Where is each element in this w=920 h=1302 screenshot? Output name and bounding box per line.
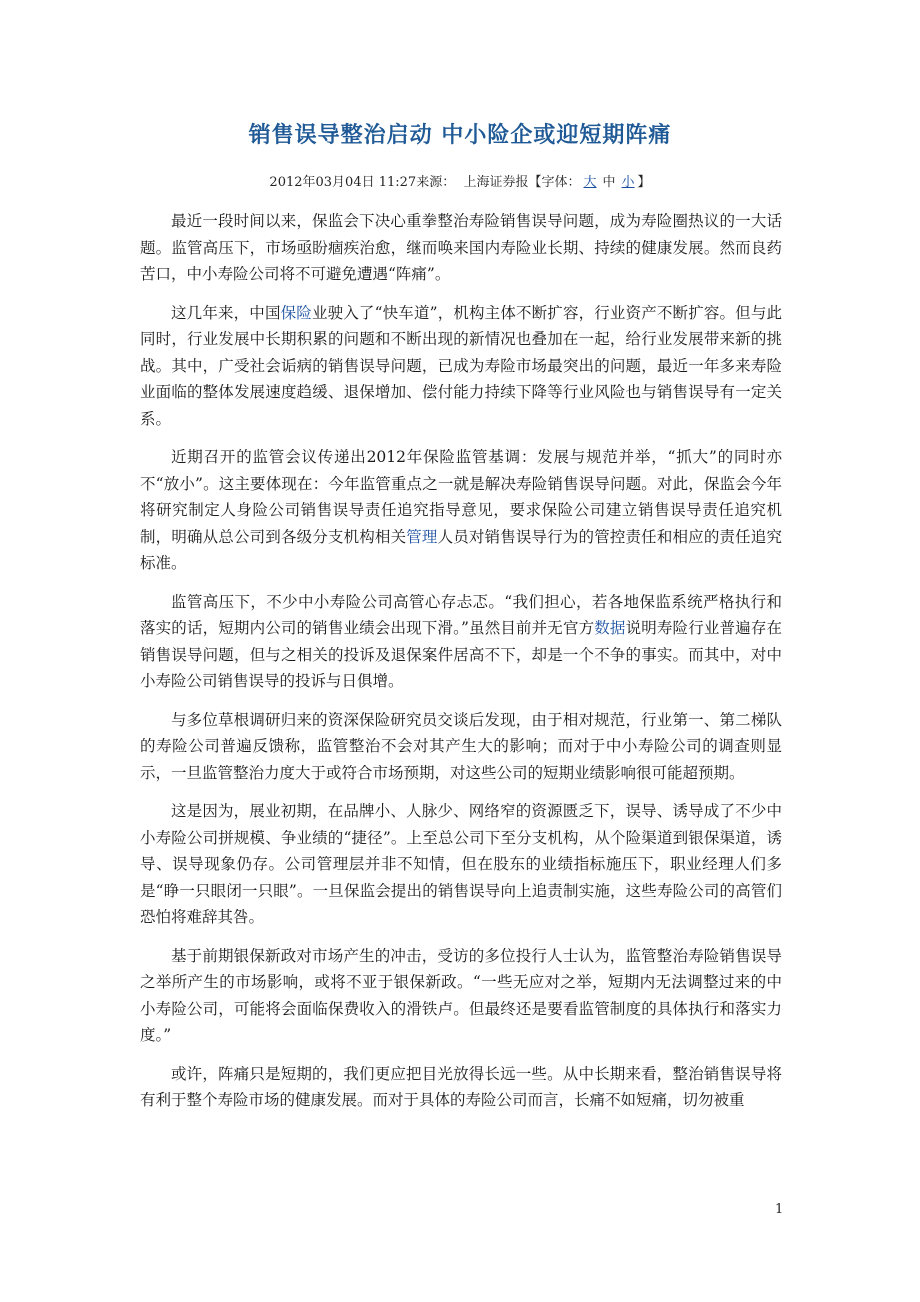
paragraph-5: 与多位草根调研归来的资深保险研究员交谈后发现，由于相对规范，行业第一、第二梯队的寿险公司普遍反馈称，监管整治不会对其产生大的影响；而对于中小寿险公司的调查则显示，一旦监管整治力度大于或符合市场预期，对这些公司的短期业绩影响很可能超预期。: [140, 710, 782, 782]
publish-date: 2012年03月04日 11:27: [269, 175, 417, 190]
article-title: 销售误导整治启动 中小险企或迎短期阵痛: [248, 123, 672, 148]
font-size-small-link[interactable]: 小: [621, 175, 635, 190]
paragraph-7: 基于前期银保新政对市场产生的冲击，受访的多位投行人士认为，监管整治寿险销售误导之举所产生的市场影响，或将不亚于银保新政。“一些无应对之举，短期内无法调整过来的中小寿险公司，可能将会面临保费收入的滑铁卢。但最终还是要看监管制度的具体执行和落实力度。”: [140, 946, 782, 1044]
source-name: 上海证券报: [463, 175, 529, 190]
font-size-suffix: 】: [637, 175, 651, 190]
paragraph-3: [140, 444, 782, 577]
paragraph-4-text-end: 说明寿险行业普遍存在销售误导问题，但与之相关的投诉及退保案件居高不下，却是一个不争的事实。而其中，对中小寿险公司销售误导的投诉与日俱增。: [140, 619, 782, 690]
article-meta: [0, 171, 920, 190]
article-body: [140, 208, 782, 1126]
paragraph-1: 最近一段时间以来，保监会下决心重拳整治寿险销售误导问题，成为寿险圈热议的一大话题。监管高压下，市场亟盼痼疾治愈，继而唤来国内寿险业长期、持续的健康发展。然而良药苦口，中小寿险公司将不可避免遭遇“阵痛”。: [140, 212, 782, 283]
paragraph-2-text-end: 业驶入了“快车道”，机构主体不断扩容，行业资产不断扩容。但与此同时，行业发展中长期积累的问题和不断出现的新情况也叠加在一起，给行业发展带来新的挑战。其中，广受社会诟病的销售误导问题，已成为寿险市场最突出的问题，最近一年多来寿险业面临的整体发展速度趋缓、退保增加、偿付能力持续下降等行业风险也与销售误导有一定关系。: [140, 303, 782, 428]
paragraph-2: [140, 300, 782, 433]
management-link[interactable]: 管理: [406, 527, 438, 546]
font-size-prefix: 【字体：: [528, 175, 581, 190]
paragraph-3-text-start: 近期召开的监管会议传递出2012年保险监管基调：发展与规范并举，“抓大”的同时亦不“放小”。这主要体现在：今年监管重点之一就是解决寿险销售误导问题。对此，保监会今年将研究制定人身险公司销售误导责任追究指导意见，要求保险公司建立销售误导责任追究机制，明确从总公司到各级分支机构相关: [140, 448, 782, 546]
insurance-link[interactable]: 保险: [280, 303, 312, 322]
data-link[interactable]: 数据: [594, 619, 626, 637]
page-number: 1: [775, 1202, 784, 1217]
paragraph-3-text-end: 人员对销售误导行为的管控责任和相应的责任追究标准。: [140, 527, 782, 572]
paragraph-8: 或许，阵痛只是短期的，我们更应把目光放得长远一些。从中长期来看，整治销售误导将有利于整个寿险市场的健康发展。而对于具体的寿险公司而言，长痛不如短痛，切勿被重: [140, 1064, 782, 1109]
paragraph-2-text-start: 这几年来，中国: [171, 303, 281, 322]
paragraph-6: 这是因为，展业初期，在品牌小、人脉少、网络窄的资源匮乏下，误导、诱导成了不少中小寿险公司拼规模、争业绩的“捷径”。上至总公司下至分支机构，从个险渠道到银保渠道，诱导、误导现象仍存。公司管理层并非不知情，但在股东的业绩指标施压下，职业经理人们多是“睁一只眼闭一只眼”。一旦保监会提出的销售误导向上追责制实施，这些寿险公司的高管们恐怕将难辞其咎。: [140, 802, 782, 926]
font-size-medium[interactable]: 中: [602, 175, 616, 190]
paragraph-4-text-start: 监管高压下，不少中小寿险公司高管心存忐忑。“我们担心，若各地保监系统严格执行和落实的话，短期内公司的销售业绩会出现下滑。”虽然目前并无官方: [140, 592, 782, 637]
font-size-large-link[interactable]: 大: [583, 175, 597, 190]
paragraph-4: [140, 589, 782, 695]
source-label: 来源：: [416, 175, 456, 190]
